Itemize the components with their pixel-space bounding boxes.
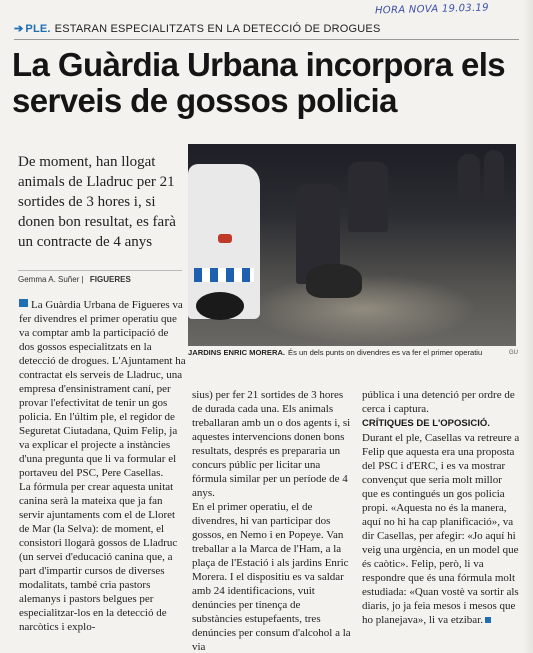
kicker-tag: PLE. [25, 23, 51, 35]
end-mark-icon [485, 617, 491, 623]
article-column-2: sius) per fer 21 sortides de 3 hores de durada cada una. Els animals treballaran amb un o dos agents i, si aquestes intervencions donen bons resultats, després es prepararia un concurs públic per licitar una fórmula similar per un període de 4 anys. En el primer operatiu, el de divendres, hi van participar dos gossos, en Nemo i en Popeye. Van treballar a la Marca de l'Ham, a la plaça de l'Estació i als jardins Enric Morera. I el dispositiu es va saldar amb 24 identificacions, vuit denúncies per tinença de substàncies estupefaents, tres denúncies per consum d'alcohol a la via [192, 389, 351, 653]
column-3-body: Durant el ple, Casellas va retreure a Felip que aquesta era una proposta del PSC i d'ERC, i es va mostrar convençut que seria molt millor que es contingués un gos policia propi. «Aquesta no és la manera, aquí no hi ha cap planificació», va dir Casellas, per afegir: «Jo aquí hi veig una urgència, en un model que és caòtic». Felip, però, li va respondre que és una fórmula molt estudiada: «Quan vostè va sortir als diaris, jo ja feia mesos i mesos que ho planejava», li va etzibar. [362, 432, 520, 626]
police-car [188, 164, 260, 319]
news-photo [188, 144, 516, 346]
article-column-1 [19, 298, 186, 634]
photo-ground-light [248, 274, 478, 344]
headline: La Guàrdia Urbana incorpora els serveis de gossos policia [12, 46, 506, 119]
police-dog [306, 264, 362, 298]
subhead: De moment, han llogat animals de Lladruc per 21 sortides de 3 hores i, si donen bon resultat, es farà un contracte de 4 anys [18, 154, 176, 250]
byline-author: Gemma A. Suñer [18, 275, 80, 284]
car-tyre [196, 292, 244, 320]
officer-figure [458, 154, 480, 202]
column-3-intro: pública i una detenció per ordre de cerca i captura. [362, 389, 515, 415]
caption-text: És un dels punts on divendres es va fer el primer operatiu [288, 348, 483, 357]
arrow-icon: ➔ [14, 23, 24, 35]
byline: Gemma A. Suñer | FIGUERES [18, 270, 182, 284]
paragraph-marker-icon [19, 299, 28, 307]
photo-caption [188, 348, 518, 358]
car-checker-stripe [194, 268, 254, 282]
section-title: CRÍTIQUES DE L'OPOSICIÓ. [362, 418, 490, 429]
officer-figure [348, 162, 388, 232]
photo-credit: GU [509, 350, 518, 356]
page-edge-shadow [523, 0, 533, 653]
kicker-text: ESTARAN ESPECIALITZATS EN LA DETECCIÓ DE DROGUES [54, 23, 381, 35]
divider [14, 39, 519, 40]
column-1-text: La Guàrdia Urbana de Figueres va fer divendres el primer operatiu que va comptar amb la participació de dos gossos especialitzats en la detecció de drogues. L'Ajuntament ha contractat els serveis de Lladruc, una empresa d'ensinistrament caní, per provar l'efectivitat de tenir un gos policia. En l'últim ple, el regidor de Seguretat Ciutadana, Quim Felip, ja va explicar el projecte a instàncies d'una pregunta que li va formular el portaveu del PSC, Pere Casellas. La fórmula per crear aquesta unitat canina serà la mateixa que ja fan servir ajuntaments com el de Lloret de Mar (la Selva): de moment, el consistori llogarà gossos de Lladruc (un servei d'educació canina que, a part d'impartir cursos de diverses modalitats, també cria pastors alemanys i pastors belgues per especialitzar-los en la detecció de narcòtics i explo- [19, 299, 186, 633]
officer-figure [484, 150, 504, 200]
kicker [14, 22, 519, 35]
caption-label: JARDINS ENRIC MORERA. [188, 348, 286, 357]
article-column-3 [362, 388, 520, 627]
byline-place: FIGUERES [89, 275, 131, 284]
car-taillight [218, 234, 232, 243]
handwritten-date-note: HORA NOVA 19.03.19 [375, 2, 490, 17]
